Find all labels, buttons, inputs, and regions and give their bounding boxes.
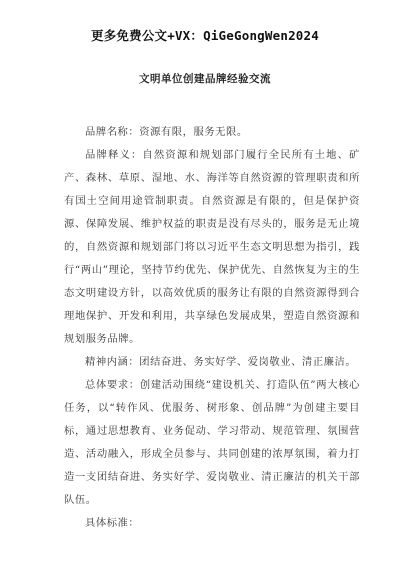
paragraph-brand-meaning: 品牌释义：自然资源和规划部门履行全民所有土地、矿产、森林、草原、湿地、水、海洋等自然资源的管理职责和所有国土空间用途管制职责。自然资源是有限的，但是保护资源、保障发展、维护权益的职责是没有尽头的，服务是无止境的，自然资源和规划部门将以习近平生态文明思想为指引，践行“两山”理论，坚持节约优先、保护优先、自然恢复为主的生态文明建设方针，以高效优质的服务让有限的自然资源得到合理地保护、开发和利用，共享绿色发展成果，塑造自然资源和规划服务品牌。 (64, 149, 360, 345)
paragraph-specific-standards: 具体标准： (85, 517, 140, 529)
document-body (64, 121, 360, 535)
paragraph-overall-requirements: 总体要求：创建活动围绕“建设机关、打造队伍”两大核心任务，以“转作风、优服务、树形象、创品牌”为创建主要目标，通过思想教育、业务促动、学习带动、规范管理、氛围营造、活动融入，形成全员参与、共同创建的浓厚氛围，着力打造一支团结奋进、务实好学、爱岗敬业、清正廉洁的机关干部队伍。 (64, 379, 360, 506)
watermark-header: 更多免费公文+VX：QiGeGongWen2024 (91, 28, 319, 43)
paragraph-brand-name: 品牌名称：资源有限，服务无限。 (85, 126, 248, 138)
document-title: 文明单位创建品牌经验交流 (139, 73, 271, 85)
paragraph-spirit: 精神内涵：团结奋进、务实好学、爱岗敬业、清正廉洁。 (85, 356, 357, 368)
